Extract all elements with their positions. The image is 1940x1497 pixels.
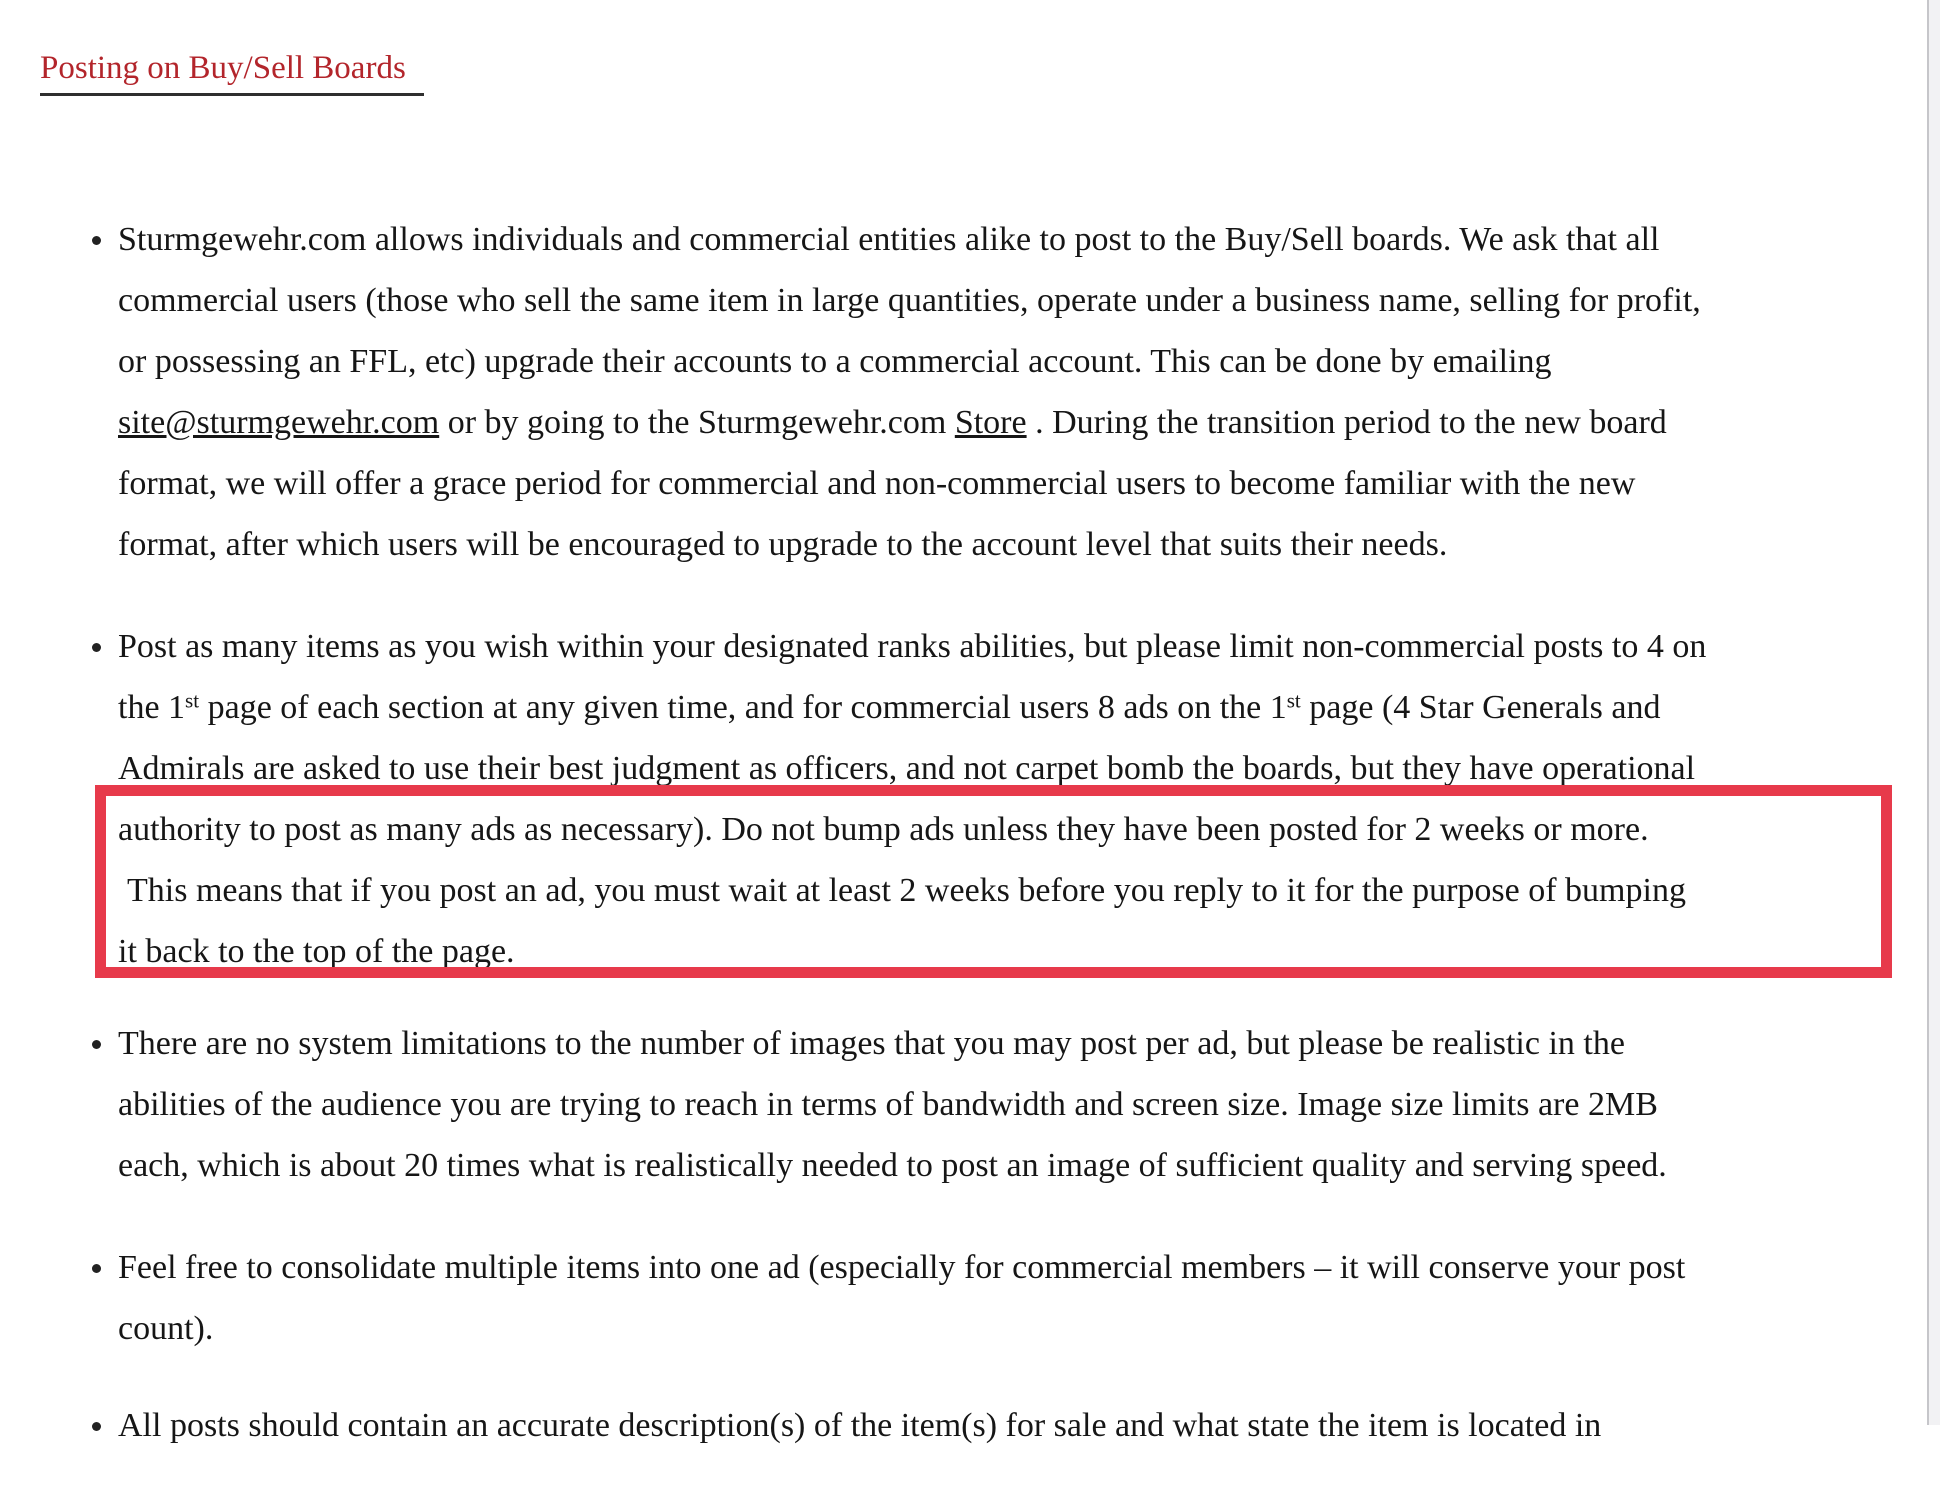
text-line <box>118 392 1940 453</box>
ordinal-superscript: st <box>185 688 200 713</box>
text-segment: or by going to the Sturmgewehr.com <box>439 404 955 441</box>
text-line: There are no system limitations to the number of images that you may post per ad, but please be realistic in the <box>118 1025 1625 1062</box>
text-segment: page of each section at any given time, and for commercial users 8 ads on the 1 <box>199 689 1287 726</box>
ordinal-superscript: st <box>1286 688 1301 713</box>
store-link[interactable]: Store <box>954 404 1027 441</box>
text-line: commercial users (those who sell the same item in large quantities, operate under a business name, selling for profit, <box>118 282 1701 319</box>
text-line: it back to the top of the page. <box>118 933 515 970</box>
text-segment: the 1 <box>118 689 186 726</box>
text-line: or possessing an FFL, etc) upgrade their accounts to a commercial account. This can be done by emailing <box>118 343 1552 380</box>
list-item-commercial-accounts <box>0 209 1940 575</box>
text-line: Post as many items as you wish within your designated ranks abilities, but please limit non-commercial posts to 4 on <box>118 628 1707 665</box>
text-line: each, which is about 20 times what is realistically needed to post an image of sufficient quality and serving speed. <box>118 1147 1667 1184</box>
text-line: This means that if you post an ad, you must wait at least 2 weeks before you reply to it for the purpose of bumping <box>127 872 1686 909</box>
text-line: format, after which users will be encouraged to upgrade to the account level that suits their needs. <box>118 526 1448 563</box>
text-line: format, we will offer a grace period for commercial and non-commercial users to become familiar with the new <box>118 465 1636 502</box>
scrollbar-track[interactable] <box>1927 0 1940 1425</box>
text-segment: page (4 Star Generals and <box>1300 689 1661 726</box>
text-line: All posts should contain an accurate description(s) of the item(s) for sale and what state the item is located in <box>118 1407 1602 1444</box>
email-link[interactable]: site@sturmgewehr.com <box>118 404 440 441</box>
text-line: abilities of the audience you are trying to reach in terms of bandwidth and screen size. Image size limits are 2MB <box>118 1086 1658 1123</box>
text-line: Sturmgewehr.com allows individuals and commercial entities alike to post to the Buy/Sell boards. We ask that all <box>118 221 1660 258</box>
list-item-image-limits <box>0 1013 1940 1196</box>
text-line: authority to post as many ads as necessary). Do not bump ads unless they have been posted for 2 weeks or more. <box>118 811 1649 848</box>
heading-link-posting-on-buy-sell-boards[interactable]: Posting on Buy/Sell Boards <box>40 48 424 96</box>
text-line: Admirals are asked to use their best judgment as officers, and not carpet bomb the boards, but they have operational <box>118 750 1696 787</box>
bullet-list <box>0 209 1940 1497</box>
list-item-posting-limits <box>0 616 1940 982</box>
text-line <box>118 677 1940 738</box>
text-segment: . During the transition period to the new board <box>1026 404 1667 441</box>
text-line: count). <box>118 1310 214 1347</box>
list-item-accurate-description <box>0 1395 1940 1456</box>
text-line: Feel free to consolidate multiple items into one ad (especially for commercial members – it will conserve your post <box>118 1249 1686 1286</box>
list-item-consolidate-ads <box>0 1237 1940 1359</box>
